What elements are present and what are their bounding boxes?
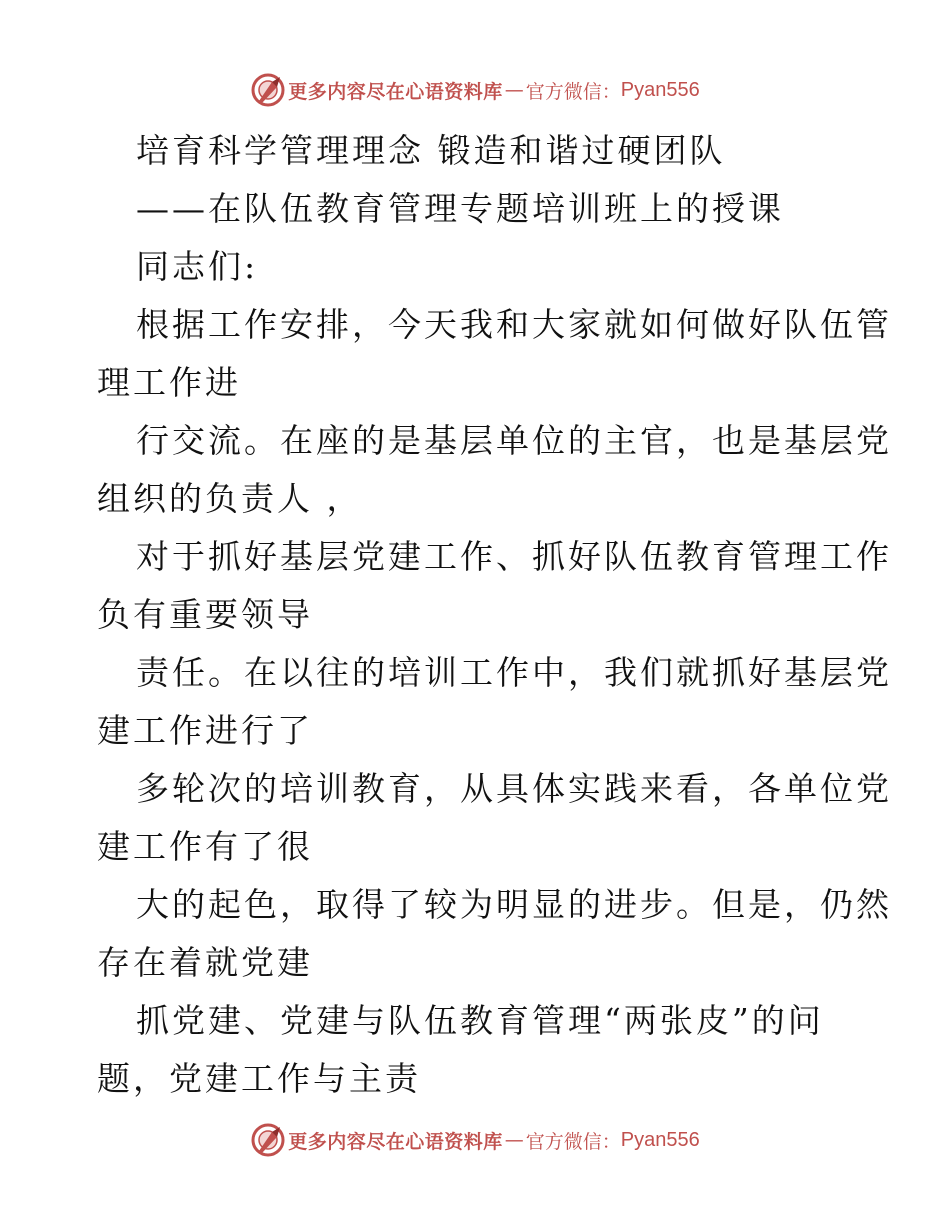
pen-nib-logo-icon — [250, 1122, 286, 1158]
footer-wechat-id: Pyan556 — [620, 1128, 700, 1151]
document-body — [97, 122, 892, 1108]
text-line: 多轮次的培训教育，从具体实践来看，各单位党 — [136, 769, 892, 808]
header-dash: — — [504, 79, 524, 101]
text-line: 责任。在以往的培训工作中，我们就抓好基层党 — [136, 653, 892, 692]
text-line: 行交流。在座的是基层单位的主官，也是基层党 — [136, 421, 892, 460]
text-line: ——在队伍教育管理专题培训班上的授课 — [136, 189, 784, 228]
text-line: 培育科学管理理念 锻造和谐过硬团队 — [136, 131, 726, 170]
text-line: 建工作进行了 — [97, 711, 313, 750]
footer-wechat-label: 官方微信： — [525, 1130, 621, 1153]
text-line: 大的起色，取得了较为明显的进步。但是，仍然 — [136, 885, 892, 924]
text-line: 抓党建、党建与队伍教育管理“两张皮”的问 — [136, 1001, 824, 1040]
text-line: 负有重要领导 — [97, 595, 313, 634]
header-banner — [0, 68, 950, 112]
footer-dash: — — [504, 1129, 524, 1151]
footer-title: 更多内容尽在心语资料库 — [288, 1130, 503, 1153]
text-line: 理工作进 — [97, 363, 241, 402]
text-line: 题，党建工作与主责 — [97, 1059, 421, 1098]
text-line: 存在着就党建 — [97, 943, 313, 982]
text-line: 对于抓好基层党建工作、抓好队伍教育管理工作 — [136, 537, 892, 576]
text-line: 建工作有了很 — [97, 827, 313, 866]
pen-nib-logo-icon — [250, 72, 286, 108]
text-line: 组织的负责人 ， — [97, 479, 363, 518]
header-title: 更多内容尽在心语资料库 — [288, 80, 503, 103]
header-wechat-label: 官方微信： — [525, 80, 621, 103]
text-line: 同志们: — [136, 247, 259, 286]
header-wechat-id: Pyan556 — [620, 78, 700, 101]
text-line: 根据工作安排，今天我和大家就如何做好队伍管 — [136, 305, 892, 344]
footer-banner — [0, 1118, 950, 1162]
